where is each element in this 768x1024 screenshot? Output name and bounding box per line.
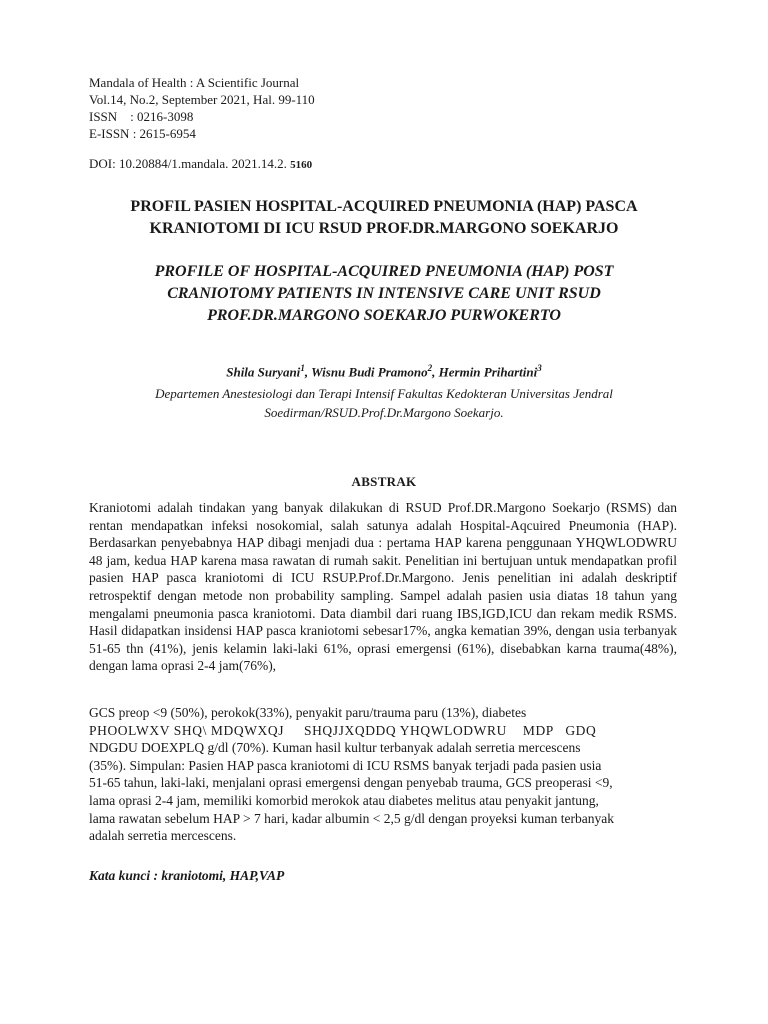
abstract-line: 51-65 tahun, laki-laki, menjalani oprasi emergensi dengan penyebab trauma, GCS preoperasi <9,: [89, 775, 613, 791]
doi-prefix: DOI: 10.20884/1.mandala. 2021.14.2.: [89, 156, 291, 171]
abstract-line: adalah serretia mercescens.: [89, 828, 237, 844]
title-id-line: PROFIL PASIEN HOSPITAL-ACQUIRED PNEUMONIA (HAP) PASCA: [130, 198, 638, 215]
abstract-line: NDGDU DOEXPLQ g/dl (70%). Kuman hasil kultur terbanyak adalah serretia mercescens: [89, 740, 581, 756]
abstract-line: lama oprasi 2-4 jam, memiliki komorbid merokok atau diabetes melitus atau penyakit jantung,: [89, 792, 599, 808]
affiliation-line: Departemen Anestesiologi dan Terapi Intensif Fakultas Kedokteran Universitas Jendral: [155, 386, 613, 401]
abstract-paragraph: Kraniotomi adalah tindakan yang banyak dilakukan di RSUD Prof.DR.Margono Soekarjo (RSMS) dan rentan mendapatkan infeksi nosokomial, salah satunya adalah Hospital-Aqcuired Pneumonia (HAP). Berdasarkan penyebabnya HAP dibagi menjadi dua : pertama HAP karena penggunaan YHQWLODWRU 48 jam, kedua HAP karena masa rawatan di rumah sakit. Penelitian ini bertujuan untuk mendapatkan profil pasien HAP pasca kraniotomi di ICU RSUP.Prof.Dr.Margono. Jenis penelitian ini adalah deskriptif retrospektif dengan metode non probability sampling. Sampel adalah pasien usia diatas 18 tahun yang mengalami pneumonia pasca kraniotomi. Data diambil dari ruang IBS,IGD,ICU dan rekam medik RSMS. Hasil didapatkan insidensi HAP pasca kraniotomi sebesar17%, angka kematian 39%, dengan usia terbanyak 51-65 thn (41%), jenis kelamin laki-laki 61%, oprasi emergensi (61%), disebabkan karna trauma(48%), dengan lama oprasi 2-4 jam(76%),: [89, 500, 677, 674]
author-affil-mark: 1: [300, 363, 305, 373]
author-name: , Wisnu Budi Pramono: [304, 364, 428, 380]
author-name: , Hermin Prihartini: [432, 364, 538, 380]
abstract-line: PHOOLWXV SHQ\ MDQWXQJ SHQJJXQDDQ YHQWLODWRU MDP GDQ: [89, 722, 597, 738]
title-en-line: PROF.DR.MARGONO SOEKARJO PURWOKERTO: [207, 307, 561, 324]
abstract-heading: ABSTRAK: [351, 474, 417, 489]
abstract-line: (35%). Simpulan: Pasien HAP pasca kraniotomi di ICU RSMS banyak terjadi pada pasien usia: [89, 757, 602, 773]
abstract-body: [89, 499, 677, 675]
abstract-continuation: [89, 704, 677, 845]
abstract-line: GCS preop <9 (50%), perokok(33%), penyakit paru/trauma paru (13%), diabetes: [89, 705, 527, 720]
title-english: [60, 261, 708, 327]
affiliation-line: Soedirman/RSUD.Prof.Dr.Margono Soekarjo.: [264, 405, 504, 420]
author-list: [60, 363, 708, 380]
journal-name: Mandala of Health : A Scientific Journal: [89, 75, 300, 90]
journal-meta: [89, 74, 315, 142]
author-affil-mark: 2: [427, 363, 433, 373]
keywords: Kata kunci : kraniotomi, HAP,VAP: [89, 868, 285, 883]
doi-suffix: 5160: [290, 159, 313, 171]
title-id-line: KRANIOTOMI DI ICU RSUD PROF.DR.MARGONO SOEKARJO: [149, 220, 619, 237]
abstract-line: lama rawatan sebelum HAP > 7 hari, kadar albumin < 2,5 g/dl dengan proyeksi kuman terbanyak: [89, 810, 614, 826]
journal-volume: Vol.14, No.2, September 2021, Hal. 99-110: [89, 92, 315, 107]
title-en-line: PROFILE OF HOSPITAL-ACQUIRED PNEUMONIA (HAP) POST: [154, 263, 614, 280]
author-name: Shila Suryani: [226, 364, 301, 380]
journal-issn: ISSN : 0216-3098: [89, 109, 194, 124]
title-indonesian: [60, 196, 708, 240]
journal-eissn: E-ISSN : 2615-6954: [89, 126, 196, 141]
title-en-line: CRANIOTOMY PATIENTS IN INTENSIVE CARE UNIT RSUD: [167, 285, 601, 302]
author-affil-mark: 3: [537, 363, 542, 373]
doi-line: [89, 156, 312, 172]
affiliation: [60, 384, 708, 422]
